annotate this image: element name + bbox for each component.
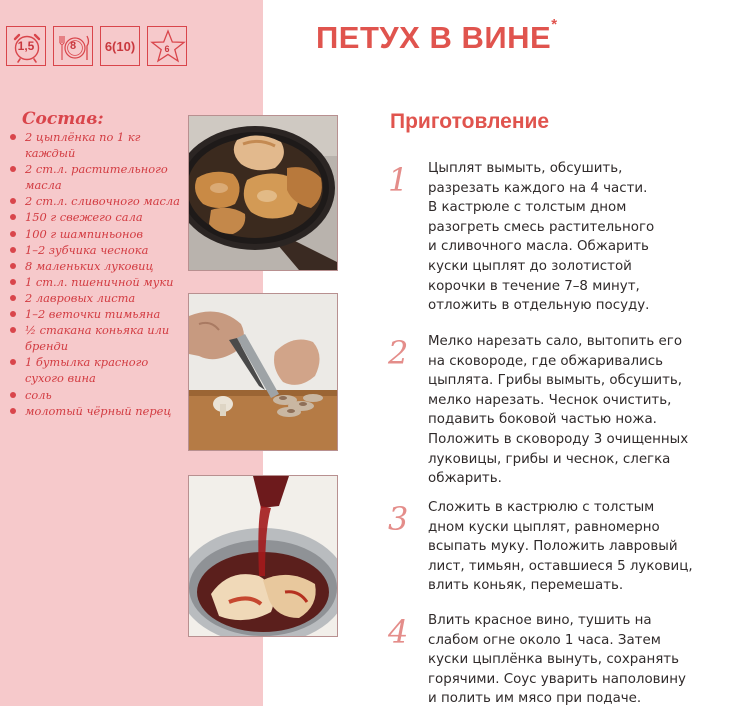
step-text: Цыплят вымыть, обсушить, разрезать каждого на 4 части. В кастрюле с толстым дном разогреть смесь растительного и сливочного масла. Обжарить куски цыплят до золотистой корочки в течение 7–8 минут, отложить в отдельную посуду. [428,161,655,314]
step-number: 1 [388,161,409,199]
portions-badge [100,26,140,66]
ingredient-item: 2 цыплёнка по 1 кг каждый [8,129,188,161]
ingredient-item: 1 бутылка красного сухого вина [8,354,188,386]
difficulty-value: 6 [164,44,170,54]
recipe-badges [6,26,187,66]
step-number: 3 [388,500,409,538]
preparation-step [388,611,723,709]
photo-frying-chicken [188,115,338,271]
ingredient-item: 100 г шампиньонов [8,226,188,242]
recipe-title [316,16,558,56]
preparation-step [388,159,723,316]
servings-badge [53,26,93,66]
preparation-title: Приготовление [390,110,550,133]
ingredient-item: 2 ст.л. сливочного масла [8,193,188,209]
preparation-step [388,332,723,489]
title-footnote-mark: * [551,16,558,33]
ingredients-list [8,129,188,419]
photo-pouring-wine [188,475,338,637]
ingredient-item: 2 лавровых листа [8,290,188,306]
ingredients-title: Состав: [22,109,104,129]
ingredient-item: молотый чёрный перец [8,403,188,419]
step-text: Мелко нарезать сало, вытопить его на сковороде, где обжаривались цыплята. Грибы вымыть, обсушить, мелко нарезать. Чеснок очистить, подавить боковой частью ножа. Положить в сковороду 3 очищенных луковицы, грибы и чеснок, слегка обжарить. [428,334,689,487]
preparation-step [388,498,723,596]
ingredient-item: ½ стакана коньяка или бренди [8,322,188,354]
step-text: Влить красное вино, тушить на слабом огне около 1 часа. Затем куски цыплёнка вынуть, сохранять горячими. Соус уварить наполовину и полить им мясо при подаче. [428,613,686,707]
ingredient-item: 1–2 веточки тимьяна [8,306,188,322]
ingredient-item: 1–2 зубчика чеснока [8,242,188,258]
ingredient-item: 2 ст.л. растительного масла [8,161,188,193]
recipe-title-text: ПЕТУХ В ВИНЕ [316,20,552,55]
cooking-time-badge [6,26,46,66]
servings-value: 8 [69,40,77,52]
ingredient-item: 8 маленьких луковиц [8,258,188,274]
difficulty-badge [147,26,187,66]
step-text: Сложить в кастрюлю с толстым дном куски цыплят, равномерно всыпать муку. Положить лавровый лист, тимьян, оставшиеся 5 луковиц, влить коньяк, перемешать. [428,500,693,594]
cooking-time-value: 1,5 [17,39,35,53]
step-number: 2 [388,334,409,372]
portions-value: 6(10) [104,38,136,54]
photo-slicing-mushrooms [188,293,338,451]
ingredient-item: 150 г свежего сала [8,209,188,225]
step-number: 4 [388,613,409,651]
ingredient-item: соль [8,387,188,403]
ingredient-item: 1 ст.л. пшеничной муки [8,274,188,290]
